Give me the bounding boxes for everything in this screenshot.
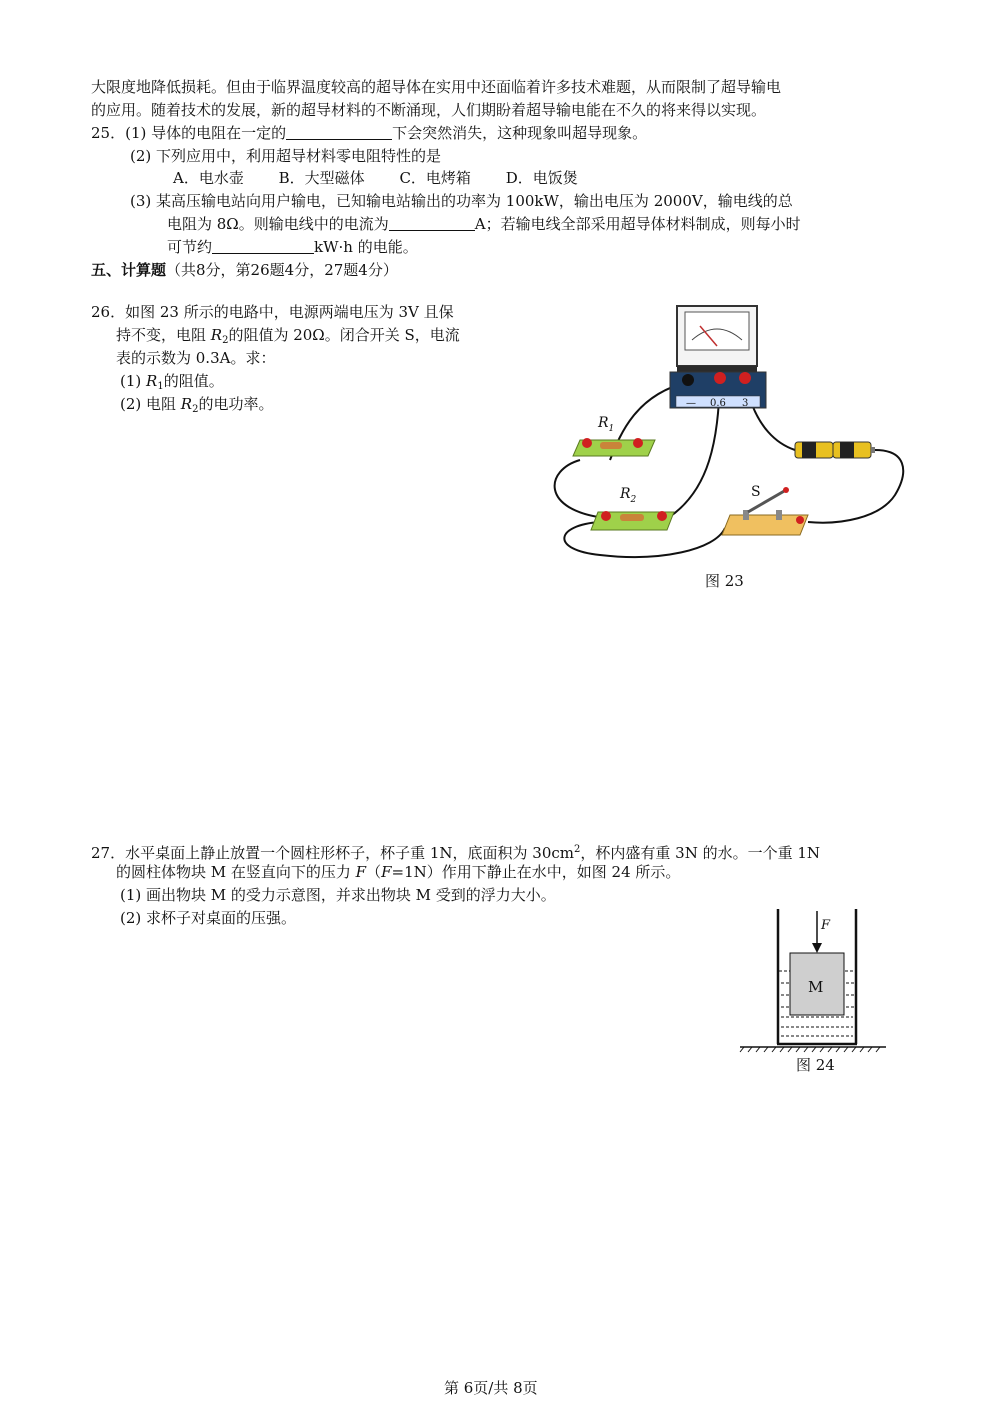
figure-24-cup bbox=[738, 905, 890, 1053]
r2-label: $R_2$ bbox=[620, 486, 637, 505]
q27-line2-paren-a: （ bbox=[366, 863, 382, 881]
q25-part3-line3-b: kW·h 的电能。 bbox=[314, 238, 418, 256]
resistor-r1 bbox=[573, 415, 655, 456]
force-arrowhead bbox=[812, 943, 822, 953]
q27-sub-1: (1) 画出物块 M 的受力示意图，并求出物块 M 受到的浮力大小。 bbox=[120, 886, 556, 904]
q27-line1-sup: 2 bbox=[574, 844, 581, 855]
q27-line2-f: F bbox=[355, 863, 367, 881]
q27-line2-a: 的圆柱体物块 M 在竖直向下的压力 bbox=[116, 863, 356, 881]
q27-line2-paren-b: =1N）作用下静止在水中，如图 24 所示。 bbox=[391, 863, 681, 881]
meter-terminal-0-6 bbox=[714, 372, 726, 384]
q26-line2-sub: 2 bbox=[222, 335, 229, 346]
intro-line-1: 大限度地降低损耗。但由于临界温度较高的超导体在实用中还面临着许多技术难题，从而限制了超导输电 bbox=[91, 78, 782, 96]
q25-option-a[interactable]: A．电水壶 bbox=[173, 169, 244, 187]
switch-label: S bbox=[751, 484, 761, 500]
figure-24-caption: 图 24 bbox=[796, 1056, 835, 1074]
q27-line-2 bbox=[116, 861, 680, 884]
battery-pack bbox=[795, 442, 875, 458]
q25-option-d[interactable]: D．电饭煲 bbox=[505, 169, 578, 187]
meter-label-negative: — bbox=[686, 398, 696, 409]
q26-line2-var: R bbox=[210, 326, 223, 344]
figure-23-circuit bbox=[540, 300, 910, 565]
switch-s bbox=[722, 484, 808, 535]
q25-part3-line3-a: 可节约 bbox=[167, 238, 213, 256]
r1-label: $R_1$ bbox=[598, 415, 615, 434]
q25-part1 bbox=[91, 122, 647, 145]
figure-23-caption: 图 23 bbox=[705, 572, 744, 590]
section-title bbox=[91, 259, 398, 282]
q25-option-c[interactable]: C．电烤箱 bbox=[399, 169, 471, 187]
q26-line2-a: 持不变，电阻 bbox=[116, 326, 211, 344]
block-m-label: M bbox=[808, 978, 824, 996]
q25-blank-energy[interactable] bbox=[212, 237, 314, 254]
meter-terminal-3 bbox=[739, 372, 751, 384]
q27-sub-2: (2) 求杯子对桌面的压强。 bbox=[120, 909, 297, 927]
q25-option-b[interactable]: B．大型磁体 bbox=[278, 169, 365, 187]
section-title-main: 五、计算题 bbox=[91, 261, 167, 279]
q26-sub-2 bbox=[120, 393, 273, 421]
ammeter bbox=[670, 306, 766, 409]
q25-blank-current[interactable] bbox=[389, 214, 475, 231]
q26-line2-b: 的阻值为 20Ω。闭合开关 S，电流 bbox=[228, 326, 460, 344]
q25-part2: (2) 下列应用中，利用超导材料零电阻特性的是 bbox=[130, 147, 442, 165]
q26-sub2-var: R bbox=[180, 395, 193, 413]
q27-line2-f2: F bbox=[381, 863, 392, 881]
q26-sub1-sub: 1 bbox=[157, 381, 164, 392]
q27-line1-b: ，杯内盛有重 3N 的水。一个重 1N bbox=[580, 844, 821, 862]
q25-part3-line2-a: 电阻为 8Ω。则输电线中的电流为 bbox=[167, 215, 389, 233]
q25-part3-line2-b: A；若输电线全部采用超导体材料制成，则每小时 bbox=[474, 215, 801, 233]
force-label: F bbox=[821, 918, 831, 933]
q26-line-3: 表的示数为 0.3A。求： bbox=[116, 349, 276, 367]
q26-sub2-a: (2) 电阻 bbox=[120, 395, 181, 413]
q26-sub2-b: 的电功率。 bbox=[198, 395, 274, 413]
meter-label-3: 3 bbox=[742, 398, 749, 409]
meter-terminal-negative bbox=[682, 374, 694, 386]
q26-sub2-sub: 2 bbox=[192, 404, 199, 415]
q26-sub1-a: (1) bbox=[120, 372, 147, 390]
intro-line-2: 的应用。随着技术的发展，新的超导材料的不断涌现，人们期盼着超导输电能在不久的将来得以实现。 bbox=[91, 101, 767, 119]
q25-part3-line3 bbox=[167, 236, 418, 259]
q25-part1-prefix: 25．(1) 导体的电阻在一定的 bbox=[91, 124, 287, 142]
q26-line-1: 26．如图 23 所示的电路中，电源两端电压为 3V 且保 bbox=[91, 303, 454, 321]
q25-part1-suffix: 下会突然消失，这种现象叫超导现象。 bbox=[392, 124, 648, 142]
q27-line1-a: 27．水平桌面上静止放置一个圆柱形杯子，杯子重 1N，底面积为 30cm bbox=[91, 844, 575, 862]
section-title-detail: （共8分，第26题4分，27题4分） bbox=[166, 261, 398, 279]
q25-blank-1[interactable] bbox=[286, 123, 392, 140]
meter-label-0-6: 0.6 bbox=[710, 398, 726, 409]
resistor-r2 bbox=[591, 486, 674, 530]
page-footer: 第 6页/共 8页 bbox=[444, 1379, 538, 1397]
q25-part3-line2 bbox=[167, 213, 801, 236]
q25-part3-line1: (3) 某高压输电站向用户输电，已知输电站输出的功率为 100kW，输出电压为 2000V，输电线的总 bbox=[130, 192, 793, 210]
q25-options bbox=[173, 167, 608, 190]
q26-sub1-b: 的阻值。 bbox=[163, 372, 224, 390]
wire-r1-r2 bbox=[555, 460, 605, 518]
q26-sub1-var: R bbox=[146, 372, 158, 390]
wire-battery-switch bbox=[808, 450, 903, 523]
